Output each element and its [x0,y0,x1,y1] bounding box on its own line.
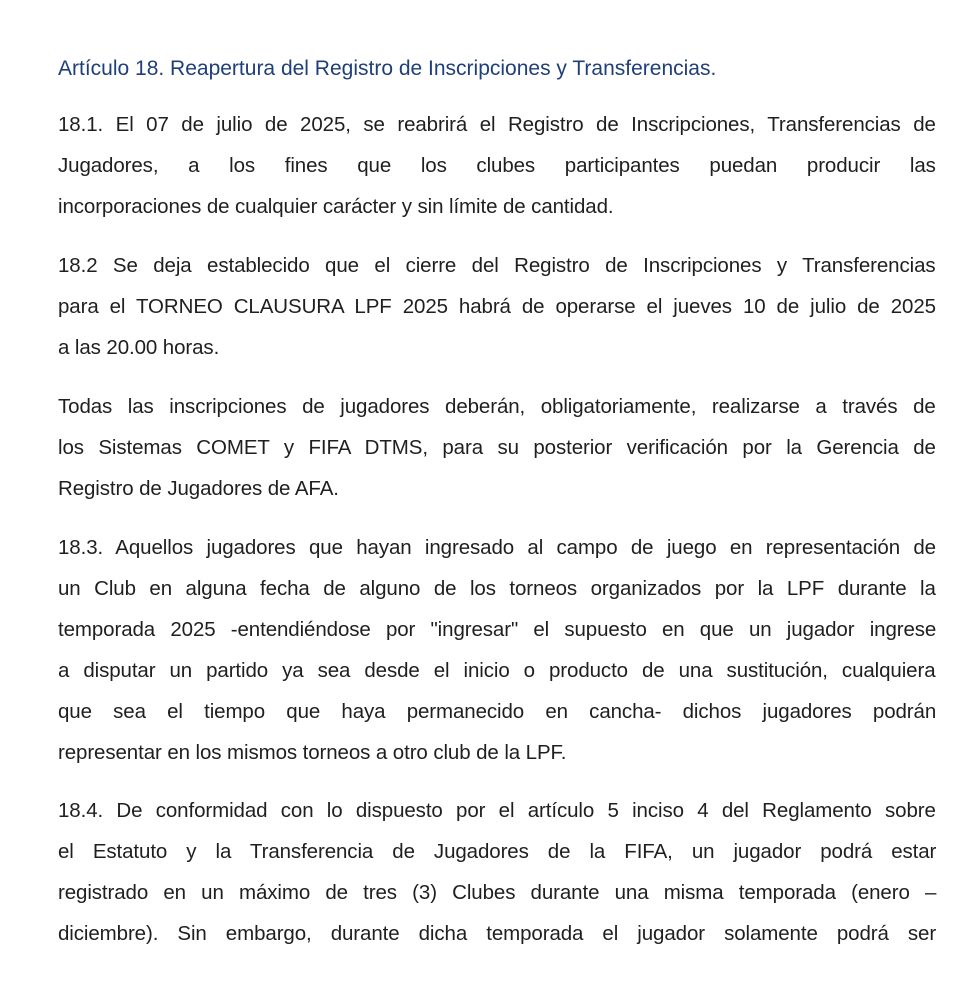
paragraph-18-1 [58,104,936,227]
text-line: Jugadores, a los fines que los clubes participantes puedan producir las [58,154,936,177]
text-line: para el TORNEO CLAUSURA LPF 2025 habrá de operarse el jueves 10 de julio de 2025 [58,295,936,318]
paragraph-18-3 [58,527,936,773]
text-line: 18.1. El 07 de julio de 2025, se reabrirá el Registro de Inscripciones, Transferencias de [58,113,936,136]
text-line: 18.3. Aquellos jugadores que hayan ingresado al campo de juego en representación de [58,536,936,559]
text-line: temporada 2025 -entendiéndose por "ingresar" el supuesto en que un jugador ingrese [58,618,937,641]
text-line: Registro de Jugadores de AFA. [58,477,339,500]
paragraph-18-4 [58,790,936,954]
text-line: un Club en alguna fecha de alguno de los torneos organizados por la LPF durante la [58,577,936,600]
text-line: a las 20.00 horas. [58,336,220,359]
text-line: el Estatuto y la Transferencia de Jugadores de la FIFA, un jugador podrá estar [58,840,937,863]
article-title: Artículo 18. Reapertura del Registro de Inscripciones y Transferencias. [58,57,717,80]
text-line: 18.2 Se deja establecido que el cierre del Registro de Inscripciones y Transferencias [58,254,936,277]
text-line: 18.4. De conformidad con lo dispuesto por el artículo 5 inciso 4 del Reglamento sobre [58,799,936,822]
text-line: los Sistemas COMET y FIFA DTMS, para su posterior verificación por la Gerencia de [58,436,936,459]
text-line: registrado en un máximo de tres (3) Clubes durante una misma temporada (enero – [58,881,937,904]
paragraph-18-2 [58,245,936,368]
text-line: a disputar un partido ya sea desde el inicio o producto de una sustitución, cualquiera [58,659,936,682]
text-line: que sea el tiempo que haya permanecido en cancha- dichos jugadores podrán [58,700,937,723]
text-line: representar en los mismos torneos a otro club de la LPF. [58,741,567,764]
text-line: incorporaciones de cualquier carácter y sin límite de cantidad. [58,195,614,218]
text-line: Todas las inscripciones de jugadores deberán, obligatoriamente, realizarse a través de [58,395,936,418]
text-line: diciembre). Sin embargo, durante dicha temporada el jugador solamente podrá ser [58,922,937,945]
paragraph-inscripciones [58,386,936,509]
